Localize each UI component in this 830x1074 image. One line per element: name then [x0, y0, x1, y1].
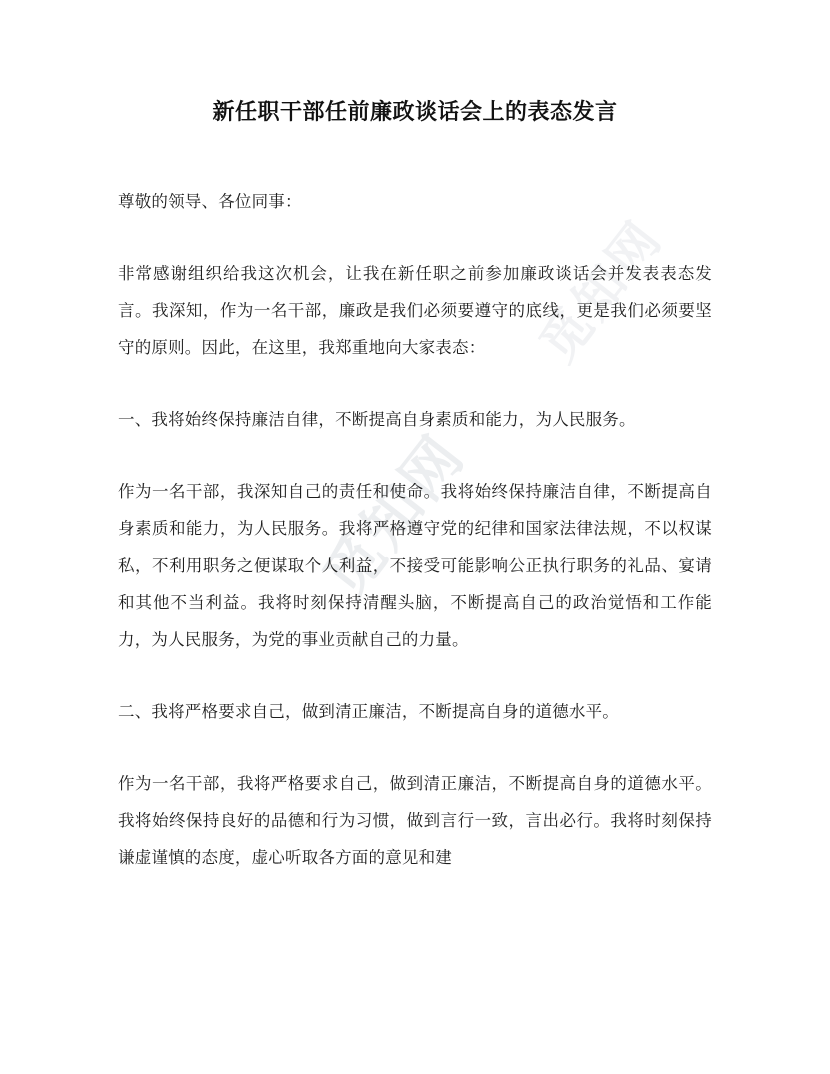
watermark-text: 觅知网 [311, 422, 478, 610]
watermark-text-secondary: 觅知网 [529, 209, 674, 372]
paragraph-salutation: 尊敬的领导、各位同事： [118, 193, 302, 211]
paragraph-intro: 非常感谢组织给我这次机会，让我在新任职之前参加廉政谈话会并发表表态发言。我深知，作为一名干部，廉政是我们必须要遵守的底线，更是我们必须要坚守的原则。因此，在这里，我郑重地向大家表态： [118, 265, 712, 357]
paragraph-point-one-body: 作为一名干部，我深知自己的责任和使命。我将始终保持廉洁自律，不断提高自身素质和能力，为人民服务。我将严格遵守党的纪律和国家法律法规，不以权谋私，不利用职务之便谋取个人利益，不接受可能影响公正执行职务的礼品、宴请和其他不当利益。我将时刻保持清醒头脑，不断提高自己的政治觉悟和工作能力，为人民服务，为党的事业贡献自己的力量。 [118, 483, 712, 649]
document-body [118, 128, 712, 877]
paragraph-point-two-body: 作为一名干部，我将严格要求自己，做到清正廉洁，不断提高自身的道德水平。我将始终保持良好的品德和行为习惯，做到言行一致，言出必行。我将时刻保持谦虚谨慎的态度，虚心听取各方面的意见和建 [118, 775, 712, 867]
paragraph-point-two-heading: 二、我将严格要求自己，做到清正廉洁，不断提高自身的道德水平。 [118, 703, 619, 721]
paragraph-point-one-heading: 一、我将始终保持廉洁自律，不断提高自身素质和能力，为人民服务。 [118, 411, 636, 429]
page-title: 新任职干部任前廉政谈话会上的表态发言 [212, 99, 618, 124]
